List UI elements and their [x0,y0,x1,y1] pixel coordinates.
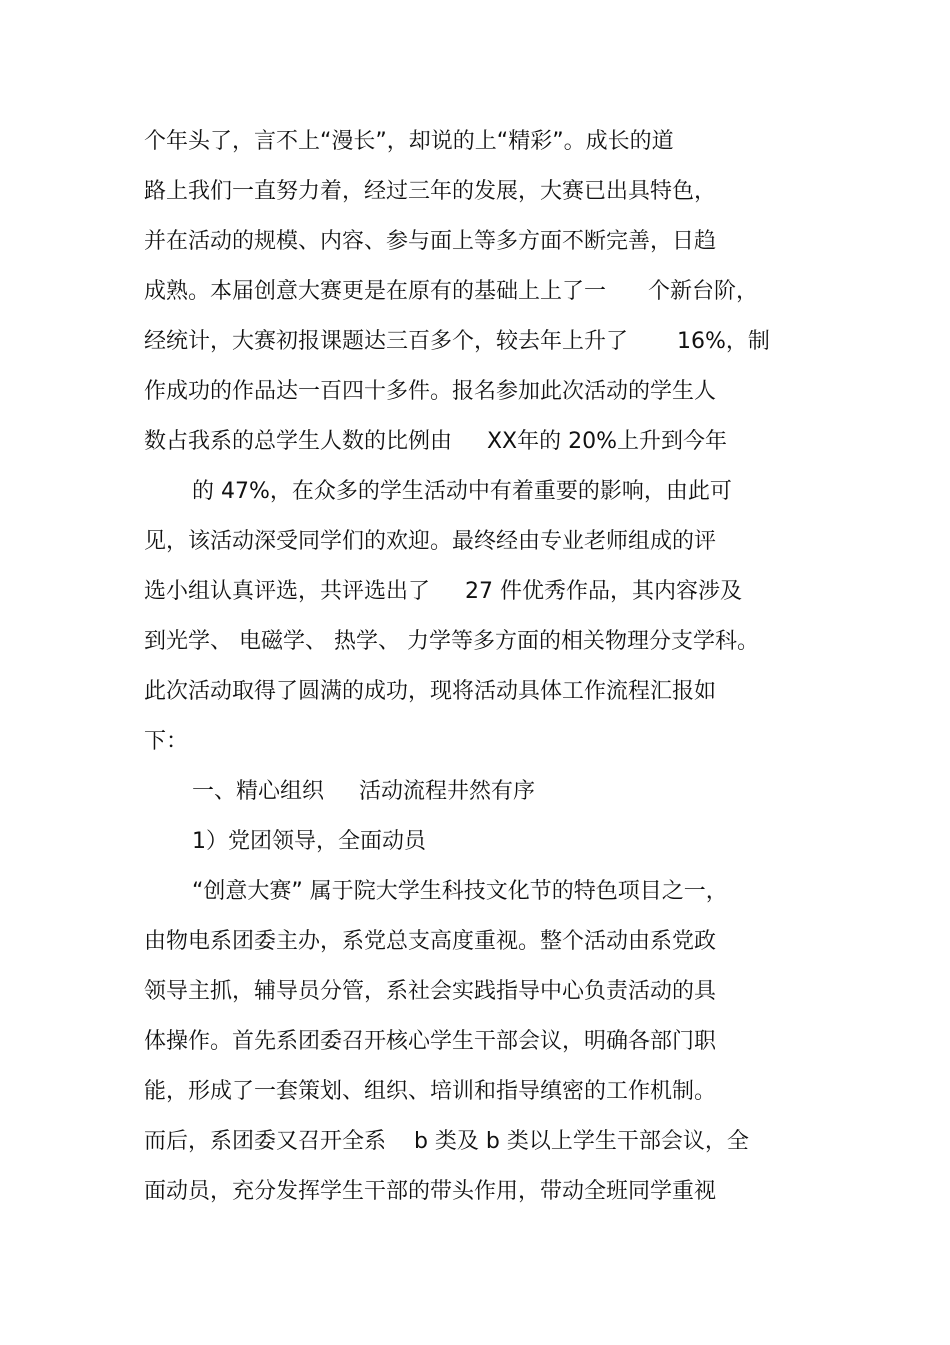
paragraph-line: 体操作。首先系团委召开核心学生干部会议，明确各部门职 [144,1029,717,1054]
paragraph-line: 的 47%，在众多的学生活动中有着重要的影响，由此可 [192,479,732,504]
paragraph-line: 数占我系的总学生人数的比例由 XX年的 20%上升到今年 [144,429,728,454]
paragraph-line: “创意大赛” 属于院大学生科技文化节的特色项目之一， [192,879,728,904]
paragraph-line: 见，该活动深受同学们的欢迎。最终经由专业老师组成的评 [144,529,717,554]
paragraph-line: 此次活动取得了圆满的成功，现将活动具体工作流程汇报如 [144,679,717,704]
subsection-heading: 1）党团领导，全面动员 [192,829,426,854]
paragraph-line: 领导主抓，辅导员分管，系社会实践指导中心负责活动的具 [144,979,717,1004]
paragraph-line: 能，形成了一套策划、组织、培训和指导缜密的工作机制。 [144,1079,717,1104]
paragraph-line: 选小组认真评选，共评选出了 27 件优秀作品，其内容涉及 [144,579,742,604]
paragraph-line: 面动员，充分发挥学生干部的带头作用，带动全班同学重视 [144,1179,717,1204]
paragraph-line: 路上我们一直努力着，经过三年的发展，大赛已出具特色， [144,179,717,204]
paragraph-line: 下： [144,729,189,754]
paragraph-line: 个年头了，言不上“漫长”，却说的上“精彩”。成长的道 [144,129,674,154]
paragraph-line: 到光学、 电磁学、 热学、 力学等多方面的相关物理分支学科。 [144,629,759,654]
paragraph-line: 成熟。本届创意大赛更是在原有的基础上上了一 个新台阶， [144,279,758,304]
paragraph-line: 作成功的作品达一百四十多件。报名参加此次活动的学生人 [144,379,717,404]
paragraph-line: 经统计，大赛初报课题达三百多个，较去年上升了 16%，制 [144,329,770,354]
section-heading: 一、精心组织 活动流程井然有序 [192,779,535,804]
paragraph-line: 而后，系团委又召开全系 b 类及 b 类以上学生干部会议，全 [144,1129,749,1154]
paragraph-line: 并在活动的规模、内容、参与面上等多方面不断完善，日趋 [144,229,717,254]
paragraph-line: 由物电系团委主办，系党总支高度重视。整个活动由系党政 [144,929,717,954]
